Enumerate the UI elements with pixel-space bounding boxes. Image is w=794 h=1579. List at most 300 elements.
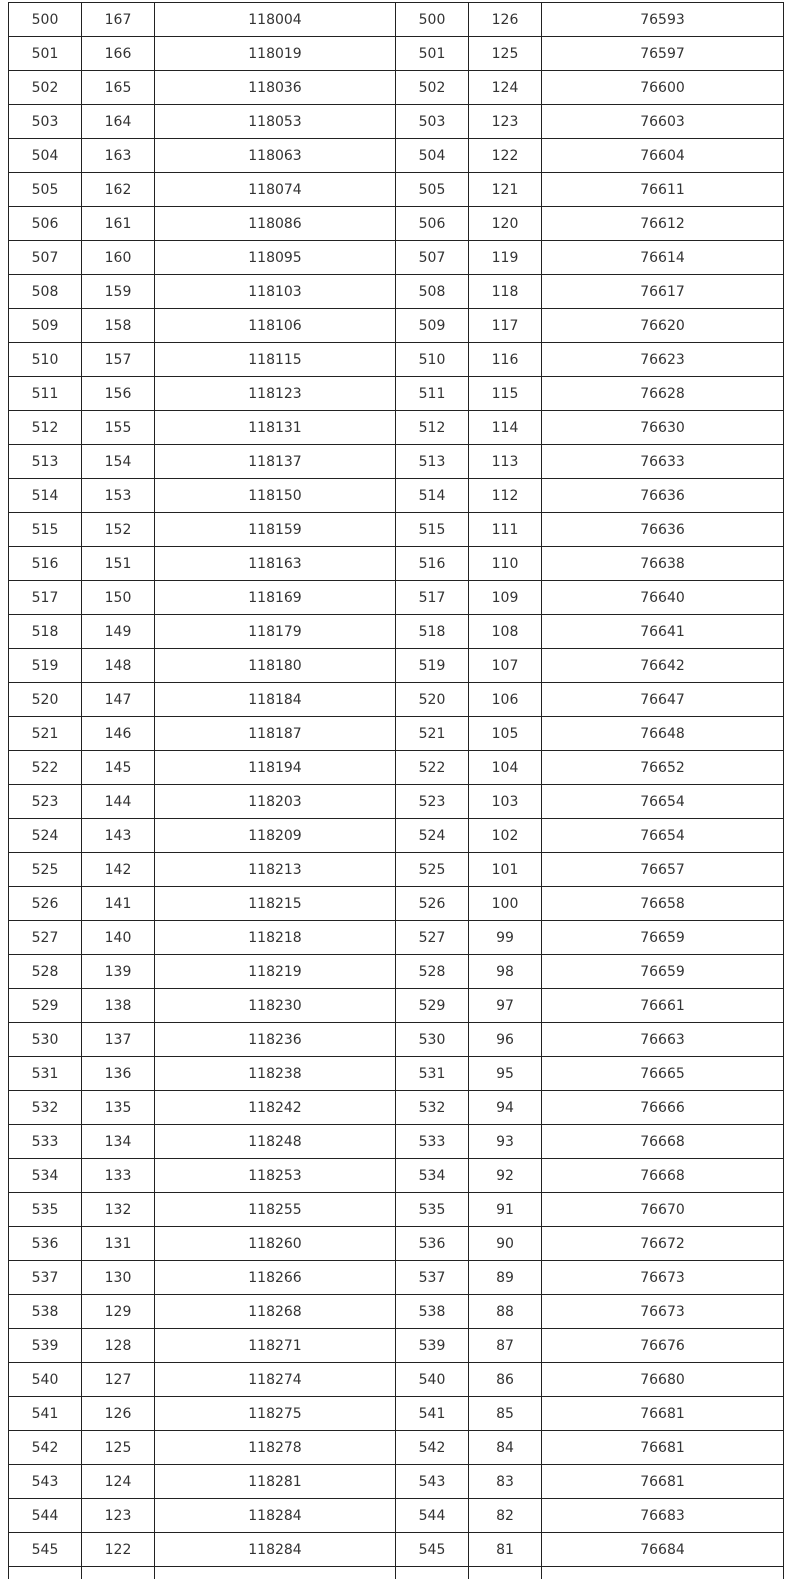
cell-count-left: 133 xyxy=(82,1159,155,1193)
cell-count-left: 155 xyxy=(82,411,155,445)
cell-score-right: 514 xyxy=(396,479,469,513)
cell-cumulative-left: 118268 xyxy=(155,1295,396,1329)
cell-cumulative-right: 76603 xyxy=(542,105,784,139)
cell-count-left: 163 xyxy=(82,139,155,173)
cell-score-left: 512 xyxy=(9,411,82,445)
table-row xyxy=(9,1431,784,1465)
cell-cumulative-right: 76659 xyxy=(542,955,784,989)
cell-count-right: 122 xyxy=(469,139,542,173)
cell-count-right: 117 xyxy=(469,309,542,343)
cell-score-left: 544 xyxy=(9,1499,82,1533)
cell-cumulative-left: 118106 xyxy=(155,309,396,343)
table-row xyxy=(9,71,784,105)
cell-score-left: 537 xyxy=(9,1261,82,1295)
cell-count-left: 123 xyxy=(82,1499,155,1533)
cell-cumulative-left: 118274 xyxy=(155,1363,396,1397)
cell-cumulative-right: 76633 xyxy=(542,445,784,479)
cell-score-right: 512 xyxy=(396,411,469,445)
table-row xyxy=(9,1057,784,1091)
cell-cumulative-right: 76638 xyxy=(542,547,784,581)
table-row xyxy=(9,1125,784,1159)
cell-count-left: 136 xyxy=(82,1057,155,1091)
cell-score-right: 503 xyxy=(396,105,469,139)
cell-cumulative-right: 76654 xyxy=(542,785,784,819)
cell-count-right: 99 xyxy=(469,921,542,955)
cell-score-left: 538 xyxy=(9,1295,82,1329)
cell-cumulative-left: 118253 xyxy=(155,1159,396,1193)
cell-count-right: 100 xyxy=(469,887,542,921)
cell-cumulative-right: 76668 xyxy=(542,1125,784,1159)
cell-score-right: 540 xyxy=(396,1363,469,1397)
cell-cumulative-left: 118180 xyxy=(155,649,396,683)
cell-score-left: 502 xyxy=(9,71,82,105)
table-row xyxy=(9,411,784,445)
cell-score-left: 540 xyxy=(9,1363,82,1397)
cell-cumulative-right: 76676 xyxy=(542,1329,784,1363)
cell-cumulative-left: 118063 xyxy=(155,139,396,173)
cell-cumulative-right: 76665 xyxy=(542,1057,784,1091)
table-row xyxy=(9,1533,784,1567)
cell-count-right: 123 xyxy=(469,105,542,139)
cell-cumulative-left: 118281 xyxy=(155,1465,396,1499)
cell-score-right: 505 xyxy=(396,173,469,207)
score-rank-table xyxy=(8,2,784,1579)
cell-count-left: 147 xyxy=(82,683,155,717)
cell-cumulative-right: 76642 xyxy=(542,649,784,683)
table-row xyxy=(9,377,784,411)
cell-score-right: 529 xyxy=(396,989,469,1023)
cell-cumulative-right: 76620 xyxy=(542,309,784,343)
cell-cumulative-right: 76628 xyxy=(542,377,784,411)
cell-cumulative-left: 118215 xyxy=(155,887,396,921)
cell-score-left: 533 xyxy=(9,1125,82,1159)
cell-cumulative-left: 118163 xyxy=(155,547,396,581)
cell-score-left: 504 xyxy=(9,139,82,173)
cell-count-right: 90 xyxy=(469,1227,542,1261)
cell-count-left: 129 xyxy=(82,1295,155,1329)
table-row xyxy=(9,513,784,547)
cell-cumulative-left: 118238 xyxy=(155,1057,396,1091)
cell-score-left: 503 xyxy=(9,105,82,139)
cell-score-right: 538 xyxy=(396,1295,469,1329)
cell-score-left: 516 xyxy=(9,547,82,581)
cell-score-left: 524 xyxy=(9,819,82,853)
cell-count-right: 82 xyxy=(469,1499,542,1533)
cell-count-left: 162 xyxy=(82,173,155,207)
cell-count-right: 115 xyxy=(469,377,542,411)
cell-score-right: 513 xyxy=(396,445,469,479)
cell-count-left: 166 xyxy=(82,37,155,71)
cell-cumulative-left: 118103 xyxy=(155,275,396,309)
cell-cumulative-right: 76617 xyxy=(542,275,784,309)
cell-score-left: 539 xyxy=(9,1329,82,1363)
cell-score-right: 510 xyxy=(396,343,469,377)
cell-count-right: 81 xyxy=(469,1533,542,1567)
cell-count-right: 109 xyxy=(469,581,542,615)
cell-count-left: 164 xyxy=(82,105,155,139)
cell-count-left: 142 xyxy=(82,853,155,887)
cell-score-left: 545 xyxy=(9,1533,82,1567)
cell-score-left: 534 xyxy=(9,1159,82,1193)
cell-cumulative-right: 76652 xyxy=(542,751,784,785)
table-row xyxy=(9,1159,784,1193)
cell-cumulative-right: 76684 xyxy=(542,1533,784,1567)
cell-count-left: 122 xyxy=(82,1533,155,1567)
cell-count-right: 95 xyxy=(469,1057,542,1091)
table-body xyxy=(9,3,784,1579)
cell-cumulative-left: 118194 xyxy=(155,751,396,785)
cell-count-left: 126 xyxy=(82,1397,155,1431)
cell-cumulative-left: 118184 xyxy=(155,683,396,717)
cell-score-right: 501 xyxy=(396,37,469,71)
table-row xyxy=(9,105,784,139)
table-row xyxy=(9,1397,784,1431)
cell-count-right: 125 xyxy=(469,37,542,71)
cell-cumulative-left: 118019 xyxy=(155,37,396,71)
cell-score-left: 522 xyxy=(9,751,82,785)
cell-count-right: 89 xyxy=(469,1261,542,1295)
cell-count-right: 119 xyxy=(469,241,542,275)
cell-count-left: 165 xyxy=(82,71,155,105)
table-row xyxy=(9,1329,784,1363)
cell-cumulative-left: 118150 xyxy=(155,479,396,513)
cell-count-right: 108 xyxy=(469,615,542,649)
cell-cumulative-right: 76612 xyxy=(542,207,784,241)
cell-score-left: 501 xyxy=(9,37,82,71)
cell-count-left: 161 xyxy=(82,207,155,241)
cell-cumulative-left: 118213 xyxy=(155,853,396,887)
cell-count-left: 130 xyxy=(82,1261,155,1295)
cell-count-left: 151 xyxy=(82,547,155,581)
cell-cumulative-right: 76673 xyxy=(542,1295,784,1329)
cell-cumulative-left: 118230 xyxy=(155,989,396,1023)
table-row xyxy=(9,785,784,819)
table-row xyxy=(9,717,784,751)
table-row xyxy=(9,343,784,377)
cell-cumulative-left: 118137 xyxy=(155,445,396,479)
cell-count-right: 96 xyxy=(469,1023,542,1057)
cell-cumulative-left: 118271 xyxy=(155,1329,396,1363)
cell-score-right: 545 xyxy=(396,1533,469,1567)
cell-cumulative-left: 118278 xyxy=(155,1431,396,1465)
cell-count-left: 137 xyxy=(82,1023,155,1057)
cell-count-left: 157 xyxy=(82,343,155,377)
cell-count-right: 102 xyxy=(469,819,542,853)
cell-count-right: 106 xyxy=(469,683,542,717)
cell-count-left: 140 xyxy=(82,921,155,955)
table-row xyxy=(9,1363,784,1397)
cell-count-right: 87 xyxy=(469,1329,542,1363)
cell-cumulative-right: 76666 xyxy=(542,1091,784,1125)
cell-count-left: 159 xyxy=(82,275,155,309)
table-row xyxy=(9,649,784,683)
cell-cumulative-right: 76636 xyxy=(542,479,784,513)
cell-count-left: 125 xyxy=(82,1431,155,1465)
cell-score-right: 543 xyxy=(396,1465,469,1499)
cell-count-left: 127 xyxy=(82,1363,155,1397)
cell-score-right: 530 xyxy=(396,1023,469,1057)
table-row xyxy=(9,139,784,173)
cell-score-left: 526 xyxy=(9,887,82,921)
cell-count-right: 114 xyxy=(469,411,542,445)
cell-cumulative-left: 118095 xyxy=(155,241,396,275)
cell-score-left: 507 xyxy=(9,241,82,275)
cell-count-right: 84 xyxy=(469,1431,542,1465)
cell-count-left: 167 xyxy=(82,3,155,37)
cell-cumulative-right: 76657 xyxy=(542,853,784,887)
cell-count-right: 91 xyxy=(469,1193,542,1227)
table-row xyxy=(9,853,784,887)
cell-score-left: 543 xyxy=(9,1465,82,1499)
table-row xyxy=(9,955,784,989)
cell-score-right: 534 xyxy=(396,1159,469,1193)
cell-cumulative-right: 76640 xyxy=(542,581,784,615)
cell-score-left: 500 xyxy=(9,3,82,37)
table-row xyxy=(9,241,784,275)
cell-score-right: 521 xyxy=(396,717,469,751)
cell-count-right: 88 xyxy=(469,1295,542,1329)
cell-cumulative-right: 76663 xyxy=(542,1023,784,1057)
cell-score-right: 511 xyxy=(396,377,469,411)
cell-count-left: 146 xyxy=(82,717,155,751)
cell-count-left: 131 xyxy=(82,1227,155,1261)
cell-cumulative-left: 118242 xyxy=(155,1091,396,1125)
table-row xyxy=(9,1227,784,1261)
cell-count-right: 86 xyxy=(469,1363,542,1397)
cell-score-right: 519 xyxy=(396,649,469,683)
cell-count-left: 135 xyxy=(82,1091,155,1125)
cell-score-left: 513 xyxy=(9,445,82,479)
table-row xyxy=(9,207,784,241)
table-row xyxy=(9,989,784,1023)
table-row xyxy=(9,445,784,479)
cell-score-right: 531 xyxy=(396,1057,469,1091)
cell-count-left: 128 xyxy=(82,1329,155,1363)
cell-cumulative-left: 118115 xyxy=(155,343,396,377)
cell-score-left: 511 xyxy=(9,377,82,411)
cell-count-left: 138 xyxy=(82,989,155,1023)
cell-count-right: 124 xyxy=(469,71,542,105)
cell-score-left: 532 xyxy=(9,1091,82,1125)
cell-cumulative-left: 118284 xyxy=(155,1499,396,1533)
cell-count-right: 97 xyxy=(469,989,542,1023)
cell-score-left: 508 xyxy=(9,275,82,309)
cell-cumulative-right: 76681 xyxy=(542,1431,784,1465)
cell-score-right: 507 xyxy=(396,241,469,275)
cell-score-right: 535 xyxy=(396,1193,469,1227)
table-row xyxy=(9,1295,784,1329)
cell-score-left: 528 xyxy=(9,955,82,989)
table-row xyxy=(9,683,784,717)
cell-cumulative-left: 118086 xyxy=(155,207,396,241)
cell-score-left: 542 xyxy=(9,1431,82,1465)
cell-cumulative-right: 76597 xyxy=(542,37,784,71)
cell-count-right: 101 xyxy=(469,853,542,887)
cell-cumulative-left: 118236 xyxy=(155,1023,396,1057)
cell-score-left: 531 xyxy=(9,1057,82,1091)
cell-count-left: 154 xyxy=(82,445,155,479)
cell-cumulative-right: 76681 xyxy=(542,1397,784,1431)
cell-count-right: 85 xyxy=(469,1397,542,1431)
cell-cumulative-left: 118255 xyxy=(155,1193,396,1227)
cell-cumulative-left: 118260 xyxy=(155,1227,396,1261)
cell-count-right: 104 xyxy=(469,751,542,785)
cell-cumulative-left: 118203 xyxy=(155,785,396,819)
cell-count-left: 149 xyxy=(82,615,155,649)
cell-count-right: 120 xyxy=(469,207,542,241)
cell-cumulative-left: 118209 xyxy=(155,819,396,853)
cell-count-right: 118 xyxy=(469,275,542,309)
cell-score-left: 527 xyxy=(9,921,82,955)
cell-count-left: 152 xyxy=(82,513,155,547)
cell-score-left: 509 xyxy=(9,309,82,343)
cell-count-left: 153 xyxy=(82,479,155,513)
cell-score-right: 517 xyxy=(396,581,469,615)
table-row xyxy=(9,615,784,649)
cell-cumulative-right: 76680 xyxy=(542,1363,784,1397)
cell-cumulative-right: 76647 xyxy=(542,683,784,717)
cell-score-right: 508 xyxy=(396,275,469,309)
cell-cumulative-right: 76636 xyxy=(542,513,784,547)
table-row xyxy=(9,3,784,37)
cell-count-left: 148 xyxy=(82,649,155,683)
cell-score-right: 502 xyxy=(396,71,469,105)
cell-score-right: 500 xyxy=(396,3,469,37)
cell-score-right: 537 xyxy=(396,1261,469,1295)
cell-cutoff xyxy=(469,1567,542,1579)
table-row xyxy=(9,173,784,207)
cell-score-left: 517 xyxy=(9,581,82,615)
cell-count-left: 132 xyxy=(82,1193,155,1227)
cell-cumulative-left: 118218 xyxy=(155,921,396,955)
cell-cumulative-left: 118053 xyxy=(155,105,396,139)
cell-count-right: 126 xyxy=(469,3,542,37)
cell-count-left: 160 xyxy=(82,241,155,275)
table-row xyxy=(9,1091,784,1125)
cell-score-right: 509 xyxy=(396,309,469,343)
cell-score-right: 541 xyxy=(396,1397,469,1431)
cell-count-right: 94 xyxy=(469,1091,542,1125)
cell-count-right: 93 xyxy=(469,1125,542,1159)
table-row xyxy=(9,1193,784,1227)
cell-cumulative-left: 118169 xyxy=(155,581,396,615)
cell-score-left: 541 xyxy=(9,1397,82,1431)
cell-score-left: 519 xyxy=(9,649,82,683)
cell-cumulative-left: 118284 xyxy=(155,1533,396,1567)
cell-cutoff xyxy=(9,1567,82,1579)
cell-cumulative-right: 76600 xyxy=(542,71,784,105)
cell-score-left: 523 xyxy=(9,785,82,819)
cell-score-right: 533 xyxy=(396,1125,469,1159)
cell-score-right: 536 xyxy=(396,1227,469,1261)
table-row xyxy=(9,921,784,955)
cell-cumulative-right: 76623 xyxy=(542,343,784,377)
cell-score-right: 525 xyxy=(396,853,469,887)
table-row xyxy=(9,309,784,343)
cell-count-left: 150 xyxy=(82,581,155,615)
table-row xyxy=(9,819,784,853)
cell-cumulative-left: 118266 xyxy=(155,1261,396,1295)
cell-cumulative-right: 76611 xyxy=(542,173,784,207)
cell-cumulative-left: 118036 xyxy=(155,71,396,105)
cell-cumulative-right: 76614 xyxy=(542,241,784,275)
cell-score-right: 544 xyxy=(396,1499,469,1533)
cell-count-left: 156 xyxy=(82,377,155,411)
table-row xyxy=(9,37,784,71)
cell-cumulative-left: 118219 xyxy=(155,955,396,989)
cell-count-right: 121 xyxy=(469,173,542,207)
cell-count-right: 113 xyxy=(469,445,542,479)
cell-count-left: 139 xyxy=(82,955,155,989)
cell-cumulative-right: 76658 xyxy=(542,887,784,921)
cell-count-right: 98 xyxy=(469,955,542,989)
table-row xyxy=(9,1499,784,1533)
cell-count-right: 103 xyxy=(469,785,542,819)
cell-count-left: 143 xyxy=(82,819,155,853)
cell-score-right: 524 xyxy=(396,819,469,853)
cell-cumulative-right: 76661 xyxy=(542,989,784,1023)
cell-count-right: 83 xyxy=(469,1465,542,1499)
cell-count-left: 124 xyxy=(82,1465,155,1499)
cell-score-left: 536 xyxy=(9,1227,82,1261)
cell-score-right: 518 xyxy=(396,615,469,649)
cell-count-right: 92 xyxy=(469,1159,542,1193)
cell-cumulative-right: 76673 xyxy=(542,1261,784,1295)
cell-score-left: 506 xyxy=(9,207,82,241)
cell-count-left: 134 xyxy=(82,1125,155,1159)
cell-score-left: 514 xyxy=(9,479,82,513)
cell-score-right: 506 xyxy=(396,207,469,241)
cell-cumulative-left: 118159 xyxy=(155,513,396,547)
cell-cumulative-left: 118248 xyxy=(155,1125,396,1159)
cell-cumulative-right: 76654 xyxy=(542,819,784,853)
cell-cutoff xyxy=(542,1567,784,1579)
table-row xyxy=(9,581,784,615)
cell-cumulative-right: 76672 xyxy=(542,1227,784,1261)
cell-cumulative-left: 118187 xyxy=(155,717,396,751)
cell-cumulative-right: 76648 xyxy=(542,717,784,751)
cell-score-right: 504 xyxy=(396,139,469,173)
table-row xyxy=(9,1023,784,1057)
cell-cumulative-right: 76641 xyxy=(542,615,784,649)
cell-score-left: 535 xyxy=(9,1193,82,1227)
cell-score-left: 530 xyxy=(9,1023,82,1057)
table-row xyxy=(9,547,784,581)
cell-score-right: 542 xyxy=(396,1431,469,1465)
cell-count-right: 116 xyxy=(469,343,542,377)
cell-cumulative-right: 76683 xyxy=(542,1499,784,1533)
table-row-cutoff xyxy=(9,1567,784,1579)
cell-score-right: 528 xyxy=(396,955,469,989)
cell-score-left: 521 xyxy=(9,717,82,751)
table-row xyxy=(9,275,784,309)
cell-cumulative-left: 118179 xyxy=(155,615,396,649)
cell-score-right: 539 xyxy=(396,1329,469,1363)
cell-score-left: 510 xyxy=(9,343,82,377)
cell-count-left: 145 xyxy=(82,751,155,785)
table-row xyxy=(9,1465,784,1499)
cell-cumulative-right: 76604 xyxy=(542,139,784,173)
cell-score-right: 520 xyxy=(396,683,469,717)
cell-cumulative-left: 118004 xyxy=(155,3,396,37)
cell-score-left: 515 xyxy=(9,513,82,547)
score-rank-table-container xyxy=(8,2,783,1579)
cell-count-right: 105 xyxy=(469,717,542,751)
cell-score-left: 520 xyxy=(9,683,82,717)
cell-score-left: 518 xyxy=(9,615,82,649)
cell-score-right: 527 xyxy=(396,921,469,955)
cell-cumulative-right: 76681 xyxy=(542,1465,784,1499)
